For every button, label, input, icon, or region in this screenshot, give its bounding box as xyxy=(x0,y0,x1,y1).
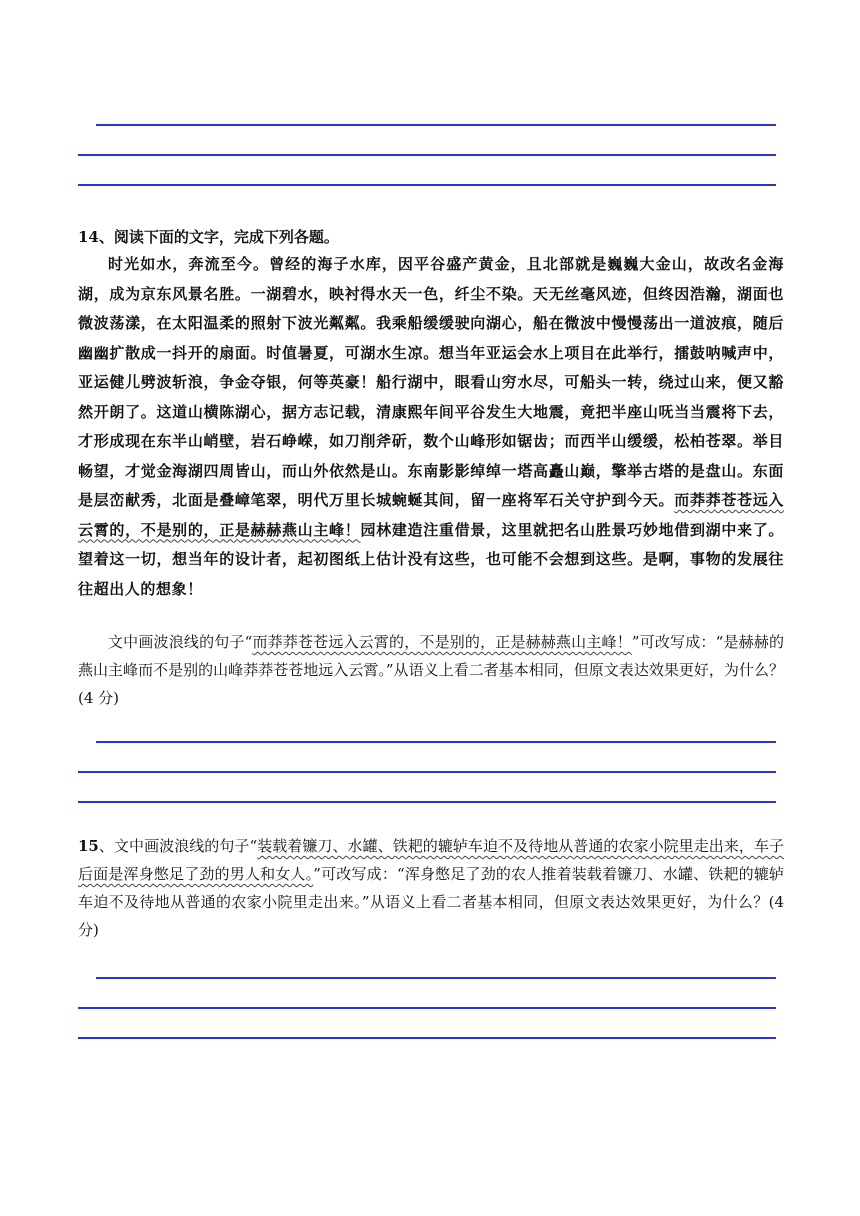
question-14-rest: ”可改写成：“是赫赫的燕山主峰而不是别的山峰莽莽苍苍地远入云霄。”从语义上看二者基本相同，但原文表达效果更好，为什么？(4 分) xyxy=(78,633,784,707)
question-15-rest: ”可改写成：“浑身憋足了劲的农人推着装载着镰刀、水罐、铁耙的辘轳车迫不及待地从普通的农家小院里走出来。”从语义上看二者基本相同，但原文表达效果更好，为什么？(4 分) xyxy=(78,865,784,939)
reading-passage xyxy=(78,250,784,604)
answer-line[interactable] xyxy=(78,801,776,803)
passage-text: 时光如水，奔流至今。曾经的海子水库，因平谷盛产黄金，且北部就是巍巍大金山，故改名金海湖，成为京东风景名胜。一湖碧水，映衬得水天一色，纤尘不染。天无丝毫风迹，但终因浩瀚，湖面也微波荡漾，在太阳温柔的照射下波光粼粼。我乘船缓缓驶向湖心，船在微波中慢慢荡出一道波痕，随后幽幽扩散成一抖开的扇面。时值暑夏，可湖水生凉。想当年亚运会水上项目在此举行，擂鼓呐喊声中，亚运健儿劈波斩浪，争金夺银，何等英豪！船行湖中，眼看山穷水尽，可船头一转，绕过山来，便又豁然开朗了。这道山横陈湖心，据方志记载，清康熙年间平谷发生大地震，竟把半座山呒当当震将下去，才形成现在东半山峭壁，岩石峥嵘，如刀削斧斫，数个山峰形如锯齿；而西半山缓缓，松柏苍翠。举目畅望，才觉金海湖四周皆山，而山外依然是山。东南影影绰绰一塔高矗山巅，擎举古塔的是盘山。东面是层峦献秀，北面是叠嶂笔翠，明代万里长城蜿蜒其间，留一座将军石关守护到今天。 xyxy=(78,255,784,509)
answer-line[interactable] xyxy=(78,154,776,156)
answer-line[interactable] xyxy=(96,124,776,126)
question-14-title: 14、阅读下面的文字，完成下列各题。 xyxy=(78,228,339,246)
passage-text-end: 园林建造注重借景，这里就把名山胜景巧妙地借到湖中来了。望着这一切，想当年的设计者，起初图纸上估计没有这些，也可能不会想到这些。是啊，事物的发展往往超出人的想象！ xyxy=(78,520,784,598)
question-15-quote: 装载着镰刀、水罐、铁耙的辘轳车迫不及待地从普通的农家小院里走出来，车子后面是浑身憋足了劲的男人和女人。 xyxy=(78,837,784,883)
question-15-number: 15 xyxy=(78,837,99,855)
answer-line[interactable] xyxy=(78,771,776,773)
question-14-intro: 文中画波浪线的句子“ xyxy=(108,633,253,651)
question-14-prompt xyxy=(78,628,784,712)
question-15-prompt xyxy=(78,832,784,944)
answer-line[interactable] xyxy=(78,1007,776,1009)
wavy-underlined-sentence: 而莽莽苍苍远入云霄的，不是别的，正是赫赫燕山主峰！ xyxy=(78,491,784,539)
question-14-quote: 而莽莽苍苍远入云霄的，不是别的，正是赫赫燕山主峰！ xyxy=(252,633,632,651)
answer-line[interactable] xyxy=(78,1037,776,1039)
answer-line[interactable] xyxy=(96,741,776,743)
question-15-intro: 、文中画波浪线的句子“ xyxy=(98,837,258,855)
answer-line[interactable] xyxy=(78,184,776,186)
answer-line[interactable] xyxy=(96,977,776,979)
